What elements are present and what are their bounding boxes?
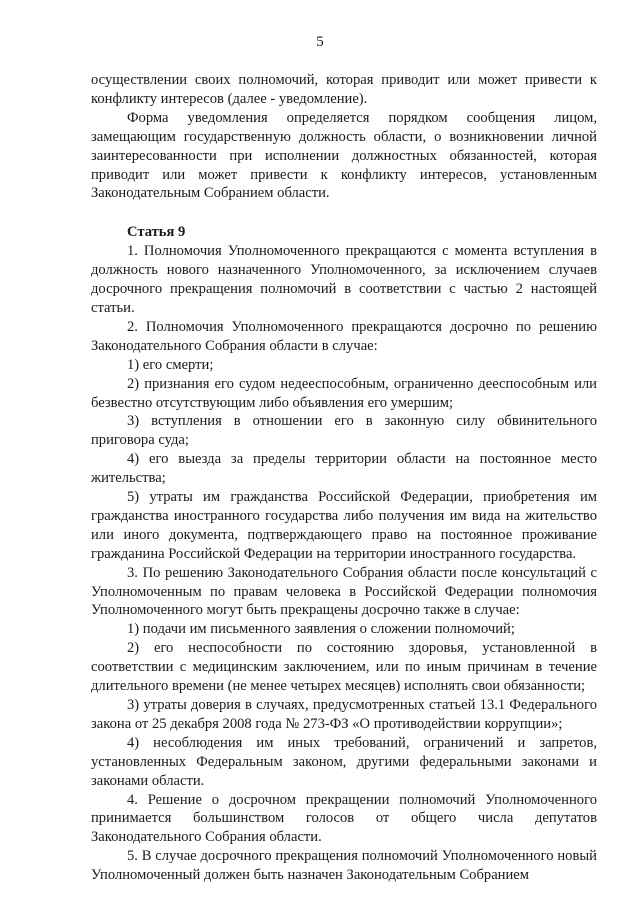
- part-2-item-5: 5) утраты им гражданства Российской Федерации, приобретения им гражданства иностранного государства либо получения им вида на жительство или иного документа, подтверждающего право на постоянное проживание гражданина Российской Федерации на территории иностранного государства.: [91, 489, 597, 562]
- paragraph-continuation: осуществлении своих полномочий, которая приводит или может привести к конфликту интересов (далее - уведомление).: [91, 72, 597, 107]
- section-gap: [91, 203, 597, 223]
- part-2-item-4: 4) его выезда за пределы территории области на постоянное место жительства;: [91, 451, 597, 487]
- part-3-item-3: 3) утраты доверия в случаях, предусмотренных статьей 13.1 Федерального закона от 25 декабря 2008 года № 273-ФЗ «О противодействии коррупции»;: [91, 697, 597, 732]
- article-part-4: 4. Решение о досрочном прекращении полномочий Уполномоченного принимается большинством голосов от общего числа депутатов Законодательного Собрания области.: [91, 791, 597, 846]
- part-2-item-1: 1) его смерти;: [127, 356, 214, 373]
- document-body: [91, 71, 597, 885]
- article-part-2: 2. Полномочия Уполномоченного прекращаются досрочно по решению Законодательного Собрания области в случае:: [91, 318, 597, 354]
- part-2-item-2: 2) признания его судом недееспособным, ограниченно дееспособным или безвестно отсутствующим либо объявления его умершим;: [91, 375, 597, 411]
- part-3-item-4: 4) несоблюдения им иных требований, ограничений и запретов, установленных Федеральным законом, другими федеральными законами и законами области.: [91, 734, 597, 789]
- article-part-3: 3. По решению Законодательного Собрания области после консультаций с Уполномоченным по правам человека в Российской Федерации полномочия Уполномоченного могут быть прекращены досрочно также в случае:: [91, 564, 597, 619]
- paragraph-notification-form: Форма уведомления определяется порядком сообщения лицом, замещающим государственную должность области, о возникновении личной заинтересованности при исполнении должностных обязанностей, которая приводит или может привести к конфликту интересов, установленным Законодательным Собранием области.: [91, 109, 597, 202]
- part-2-item-3: 3) вступления в отношении его в законную силу обвинительного приговора суда;: [91, 413, 597, 449]
- page-number: 5: [316, 34, 324, 50]
- part-3-item-1: 1) подачи им письменного заявления о сложении полномочий;: [127, 621, 515, 638]
- article-heading: Статья 9: [127, 224, 186, 241]
- part-3-item-2: 2) его неспособности по состоянию здоровья, установленной в соответствии с медицинским заключением, или по иным причинам в течение длительного времени (не менее четырех месяцев) исполнять свои обязанности;: [91, 640, 597, 695]
- article-part-1: 1. Полномочия Уполномоченного прекращаются с момента вступления в должность нового назначенного Уполномоченного, за исключением случаев досрочного прекращения полномочий в соответствии с частью 2 настоящей статьи.: [91, 243, 597, 316]
- article-part-5: 5. В случае досрочного прекращения полномочий Уполномоченного новый Уполномоченный должен быть назначен Законодательным Собранием: [91, 848, 597, 884]
